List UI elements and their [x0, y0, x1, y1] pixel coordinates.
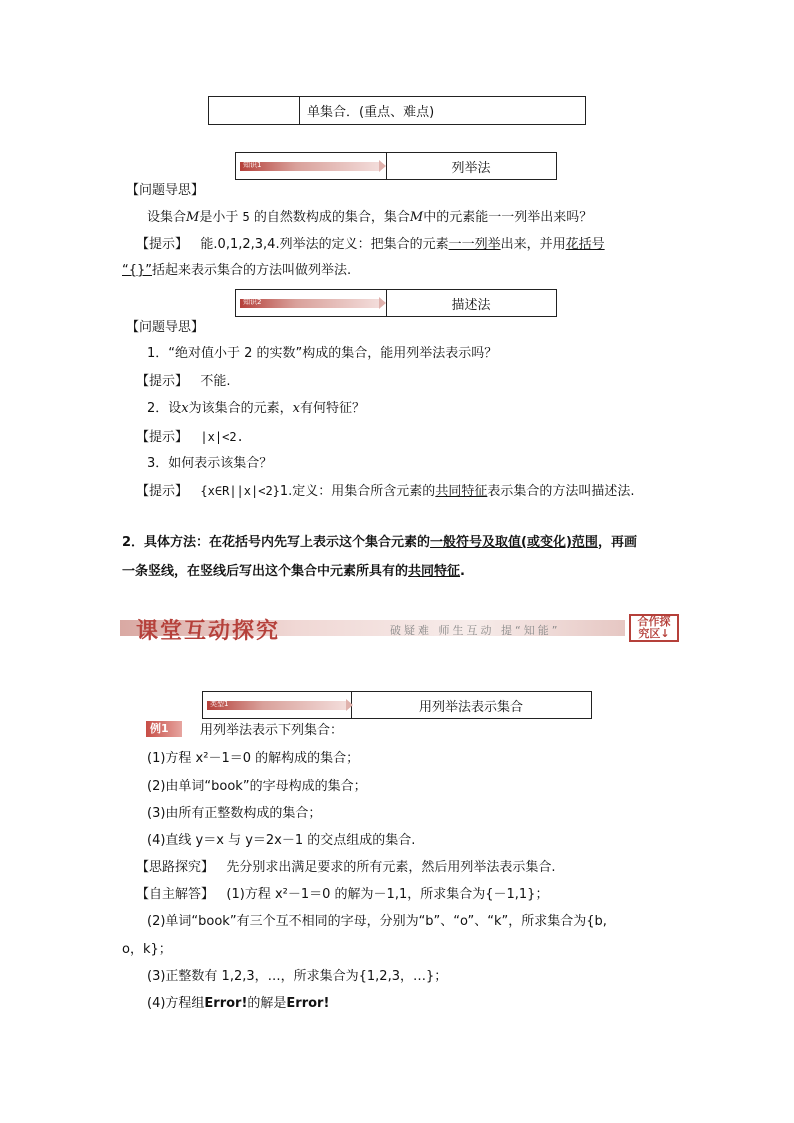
section3-tag-cell — [203, 692, 352, 718]
top-table-right-cell — [307, 97, 434, 124]
arrow-icon — [379, 160, 386, 172]
section2-hint1: 【提示】 不能. — [136, 374, 231, 389]
example-badge: 例1 — [146, 721, 182, 737]
top-table — [208, 96, 586, 125]
section2-q1: 1．“绝对值小于 2 的实数”构成的集合，能用列举法表示吗？ — [147, 346, 498, 361]
section2-title: 描述法 — [451, 297, 491, 313]
section1-hint-cont: “{}”括起来表示集合的方法叫做列举法. — [122, 263, 352, 278]
section1-hint: 【提示】 能.0,1,2,3,4.列举法的定义：把集合的元素一一列举出来，并用花括号 — [136, 237, 605, 252]
section1-tag-cell — [236, 153, 387, 179]
top-table-text: 单集合．(重点、难点) — [307, 105, 435, 120]
section2-guide-label: 【问题导思】 — [126, 320, 205, 335]
section2-tag-cell — [236, 290, 387, 316]
section1-title-cell — [386, 153, 556, 179]
section1-question: 设集合M是小于 5 的自然数构成的集合，集合M中的元素能一一列举出来吗？ — [147, 210, 593, 225]
example-item-1: (1)方程 x²－1＝0 的解构成的集合； — [147, 751, 360, 766]
banner-badge: 合作探 究区↓ — [629, 614, 679, 642]
section1-title: 列举法 — [451, 160, 491, 176]
example-text: 用列举法表示下列集合： — [200, 723, 344, 738]
example-item-3: (3)由所有正整数构成的集合； — [147, 806, 322, 821]
top-table-left-cell — [209, 97, 300, 124]
example-item-2: (2)由单词“book”的字母构成的集合； — [147, 779, 367, 794]
solve-2b: o，k}； — [122, 942, 172, 957]
section2-tag: 知识2 — [240, 299, 380, 308]
banner-subtitle: 破疑难 师生互动 提“知能” — [390, 624, 561, 637]
section2-hint3: 【提示】 {x∈R||x|<2}1.定义：用集合所含元素的共同特征表示集合的方法叫描述法. — [136, 484, 635, 499]
method-line2: 一条竖线，在竖线后写出这个集合中元素所具有的共同特征. — [122, 564, 465, 579]
section3-tag: 类型1 — [207, 701, 347, 710]
section1-guide-label: 【问题导思】 — [126, 183, 205, 198]
section-banner — [120, 612, 680, 644]
banner-title: 课堂互动探究 — [136, 618, 281, 644]
solve-2a: (2)单词“book”有三个互不相同的字母，分别为“b”、“o”、“k”，所求集合为{b, — [147, 914, 607, 929]
example-item-4: (4)直线 y＝x 与 y＝2x－1 的交点组成的集合. — [147, 833, 416, 848]
section3-title-cell — [351, 692, 591, 718]
solve-3: (3)正整数有 1,2,3，…，所求集合为{1,2,3，…}； — [147, 969, 448, 984]
solve-4: (4)方程组Error!的解是Error! — [147, 996, 330, 1011]
think: 【思路探究】 先分别求出满足要求的所有元素，然后用列举法表示集合. — [136, 860, 556, 875]
arrow-icon — [379, 297, 386, 309]
section1-tag: 知识1 — [240, 162, 380, 171]
section3-header — [202, 691, 592, 719]
method-line1: 2．具体方法：在花括号内先写上表示这个集合元素的一般符号及取值(或变化)范围，再画 — [122, 535, 637, 550]
section1-header — [235, 152, 557, 180]
section2-q3: 3．如何表示该集合？ — [147, 456, 273, 471]
section3-title: 用列举法表示集合 — [418, 699, 523, 715]
section2-header — [235, 289, 557, 317]
section2-hint2: 【提示】 |x|<2. — [136, 430, 244, 445]
section2-q2: 2．设x为该集合的元素，x有何特征？ — [147, 401, 365, 416]
solve-1: 【自主解答】 (1)方程 x²－1＝0 的解为－1,1，所求集合为{－1,1}； — [136, 887, 549, 902]
section2-title-cell — [386, 290, 556, 316]
